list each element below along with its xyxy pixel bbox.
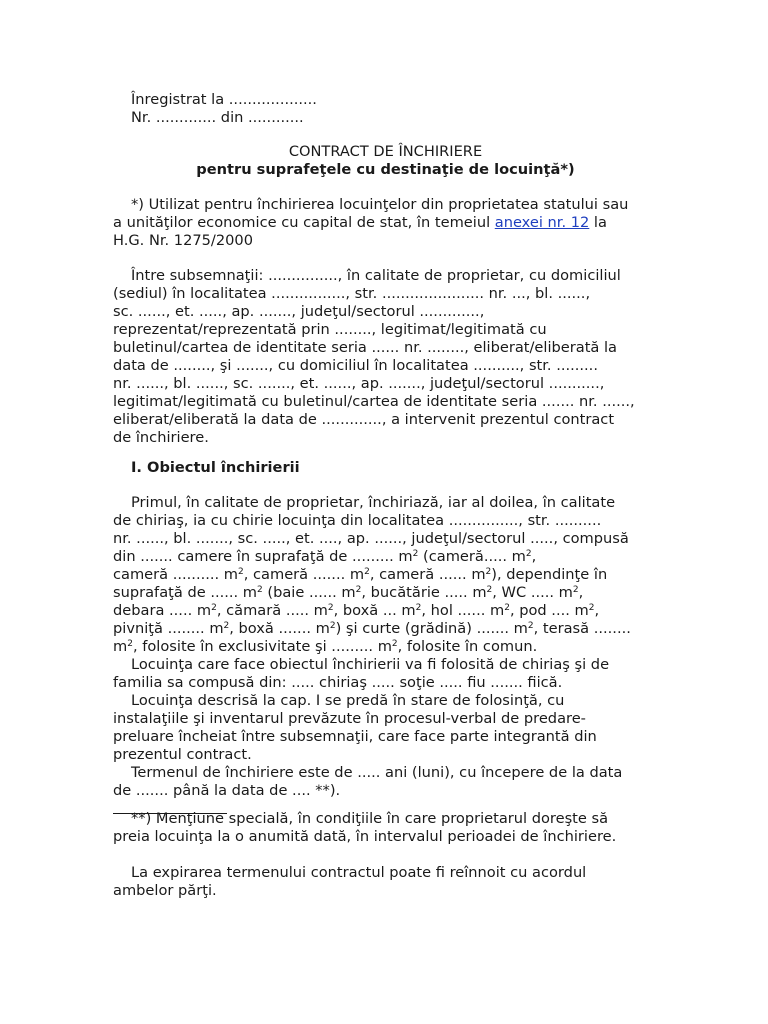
paragraph-line: legitimat/legitimată cu buletinul/cartea de identitate seria ....... nr. ......, (113, 393, 635, 410)
area-text: , terasă ........ (533, 620, 631, 637)
area-text: , (531, 548, 537, 565)
paragraph-line: Locuinţa descrisă la cap. I se predă în stare de folosinţă, cu (131, 692, 565, 709)
area-line (113, 548, 658, 566)
footnote-line: preia locuinţa la o anumită dată, în intervalul perioadei de închiriere. (113, 828, 617, 845)
note-line (113, 214, 658, 232)
paragraph-line: La expirarea termenului contractul poate fi reînnoit cu acordul (131, 864, 587, 881)
area-line (113, 638, 658, 656)
paragraph-line: instalaţiile şi inventarul prevăzute în procesul-verbal de predare- (113, 710, 586, 727)
area-text: , hol ...... m (421, 602, 505, 619)
area-text: ), dependinţe în (491, 566, 608, 583)
paragraph-line: nr. ......, bl. ......., sc. ....., et. ...., ap. ......, judeţul/sectorul ....., compusă (113, 530, 629, 547)
paragraph-line: de chiriaş, ia cu chirie locuinţa din localitatea ..............., str. .......... (113, 512, 602, 529)
area-text: , cameră ...... m (369, 566, 486, 583)
area-text: (baie ...... m (262, 584, 356, 601)
paragraph-line: sc. ......, et. ....., ap. ......., judeţul/sectorul ............., (113, 303, 485, 320)
footnote-line: **) Menţiune specială, în condiţiile în care proprietarul doreşte să (131, 810, 609, 827)
squared-superscript: 2 (572, 585, 579, 595)
paragraph-line: prezentul contract. (113, 746, 252, 763)
area-text: , folosite în exclusivitate şi ......... m (132, 638, 392, 655)
squared-superscript: 2 (525, 549, 532, 559)
area-text: , WC ..... m (492, 584, 573, 601)
squared-superscript: 2 (238, 567, 244, 577)
area-line (113, 584, 658, 602)
area-text: , cameră ....... m (243, 566, 365, 583)
note-text: a unităţilor economice cu capital de stat, în temeiul (113, 214, 495, 231)
paragraph-line: de ....... până la data de .... **). (113, 782, 341, 799)
squared-superscript: 2 (527, 621, 534, 631)
area-text: , (594, 602, 600, 619)
squared-superscript: 2 (327, 603, 334, 613)
squared-superscript: 2 (485, 567, 492, 577)
paragraph-line: eliberat/eliberată la data de ............., a intervenit prezentul contract (113, 411, 615, 428)
number-line: Nr. ............. din ............ (131, 109, 304, 126)
area-line (113, 620, 658, 638)
registration-block (113, 91, 658, 127)
squared-superscript: 2 (486, 585, 493, 595)
squared-superscript: 2 (211, 603, 217, 613)
area-line (113, 566, 658, 584)
area-text: , cămară ..... m (216, 602, 328, 619)
area-text: , (578, 584, 584, 601)
paragraph-line: de închiriere. (113, 429, 209, 446)
area-line (113, 602, 658, 620)
area-text: suprafaţă de ...... m (113, 584, 258, 601)
squared-superscript: 2 (329, 621, 336, 631)
area-text: (cameră..... m (418, 548, 526, 565)
contract-title (113, 143, 658, 179)
area-text: din ....... camere în suprafaţă de ......... m (113, 548, 413, 565)
paragraph-line: preluare încheiat între subsemnaţii, care face parte integrantă din (113, 728, 597, 745)
usage-note (113, 196, 658, 250)
paragraph-line: Primul, în calitate de proprietar, închiriază, iar al doilea, în calitate (131, 494, 616, 511)
area-text: , boxă ... m (333, 602, 416, 619)
area-text: m (113, 638, 128, 655)
paragraph-line: (sediul) în localitatea ................, str. ...................... nr. ..., bl. ......, (113, 285, 591, 302)
squared-superscript: 2 (504, 603, 510, 613)
paragraph-line: buletinul/cartea de identitate seria ...... nr. ........, eliberat/eliberată la (113, 339, 618, 356)
paragraph-line: data de ........, şi ......., cu domiciliul în localitatea .........., str. ......... (113, 357, 598, 374)
paragraph-line: Locuinţa care face obiectul închirierii va fi folosită de chiriaş şi de (131, 656, 610, 673)
registered-line: Înregistrat la ................... (131, 91, 317, 108)
title-sub: pentru suprafeţele cu destinaţie de locuinţă*) (196, 161, 575, 178)
paragraph-line: familia sa compusă din: ..... chiriaş ..... soţie ..... fiu ....... fiică. (113, 674, 563, 691)
section-1-heading: I. Obiectul închirierii (131, 459, 300, 476)
squared-superscript: 2 (355, 585, 362, 595)
area-text: , bucătărie ..... m (361, 584, 487, 601)
squared-superscript: 2 (391, 639, 398, 649)
paragraph-line: nr. ......, bl. ......, sc. ......., et. ......, ap. ......., judeţul/sectorul ..........., (113, 375, 605, 392)
squared-superscript: 2 (412, 549, 419, 559)
title-main: CONTRACT DE ÎNCHIRIERE (288, 143, 483, 160)
paragraph-line: Între subsemnaţii: ..............., în calitate de proprietar, cu domiciliul (131, 267, 621, 284)
area-text: ) şi curte (grădină) ....... m (335, 620, 528, 637)
area-text: , boxă ....... m (229, 620, 330, 637)
note-line: *) Utilizat pentru închirierea locuinţelor din proprietatea statului sau (131, 196, 629, 213)
squared-superscript: 2 (257, 585, 263, 595)
paragraph-line: Termenul de închiriere este de ..... ani (luni), cu începere de la data (131, 764, 623, 781)
note-line: H.G. Nr. 1275/2000 (113, 232, 253, 249)
area-text: cameră .......... m (113, 566, 238, 583)
paragraph-line: ambelor părţi. (113, 882, 217, 899)
section-heading (113, 459, 658, 477)
parties-paragraph (113, 267, 658, 447)
area-text: debara ..... m (113, 602, 212, 619)
squared-superscript: 2 (364, 567, 370, 577)
area-text: , folosite în comun. (397, 638, 538, 655)
squared-superscript: 2 (415, 603, 422, 613)
squared-superscript: 2 (223, 621, 230, 631)
squared-superscript: 2 (588, 603, 595, 613)
footnote (113, 810, 658, 846)
area-text: , pod .... m (509, 602, 589, 619)
object-paragraph (113, 494, 658, 800)
squared-superscript: 2 (127, 639, 133, 649)
area-text: pivniţă ........ m (113, 620, 224, 637)
annex-link[interactable]: anexei nr. 12 (494, 214, 590, 231)
paragraph-line: reprezentat/reprezentată prin ........, legitimat/legitimată cu (113, 321, 547, 338)
renewal-paragraph (113, 864, 658, 900)
note-text: la (589, 214, 607, 231)
